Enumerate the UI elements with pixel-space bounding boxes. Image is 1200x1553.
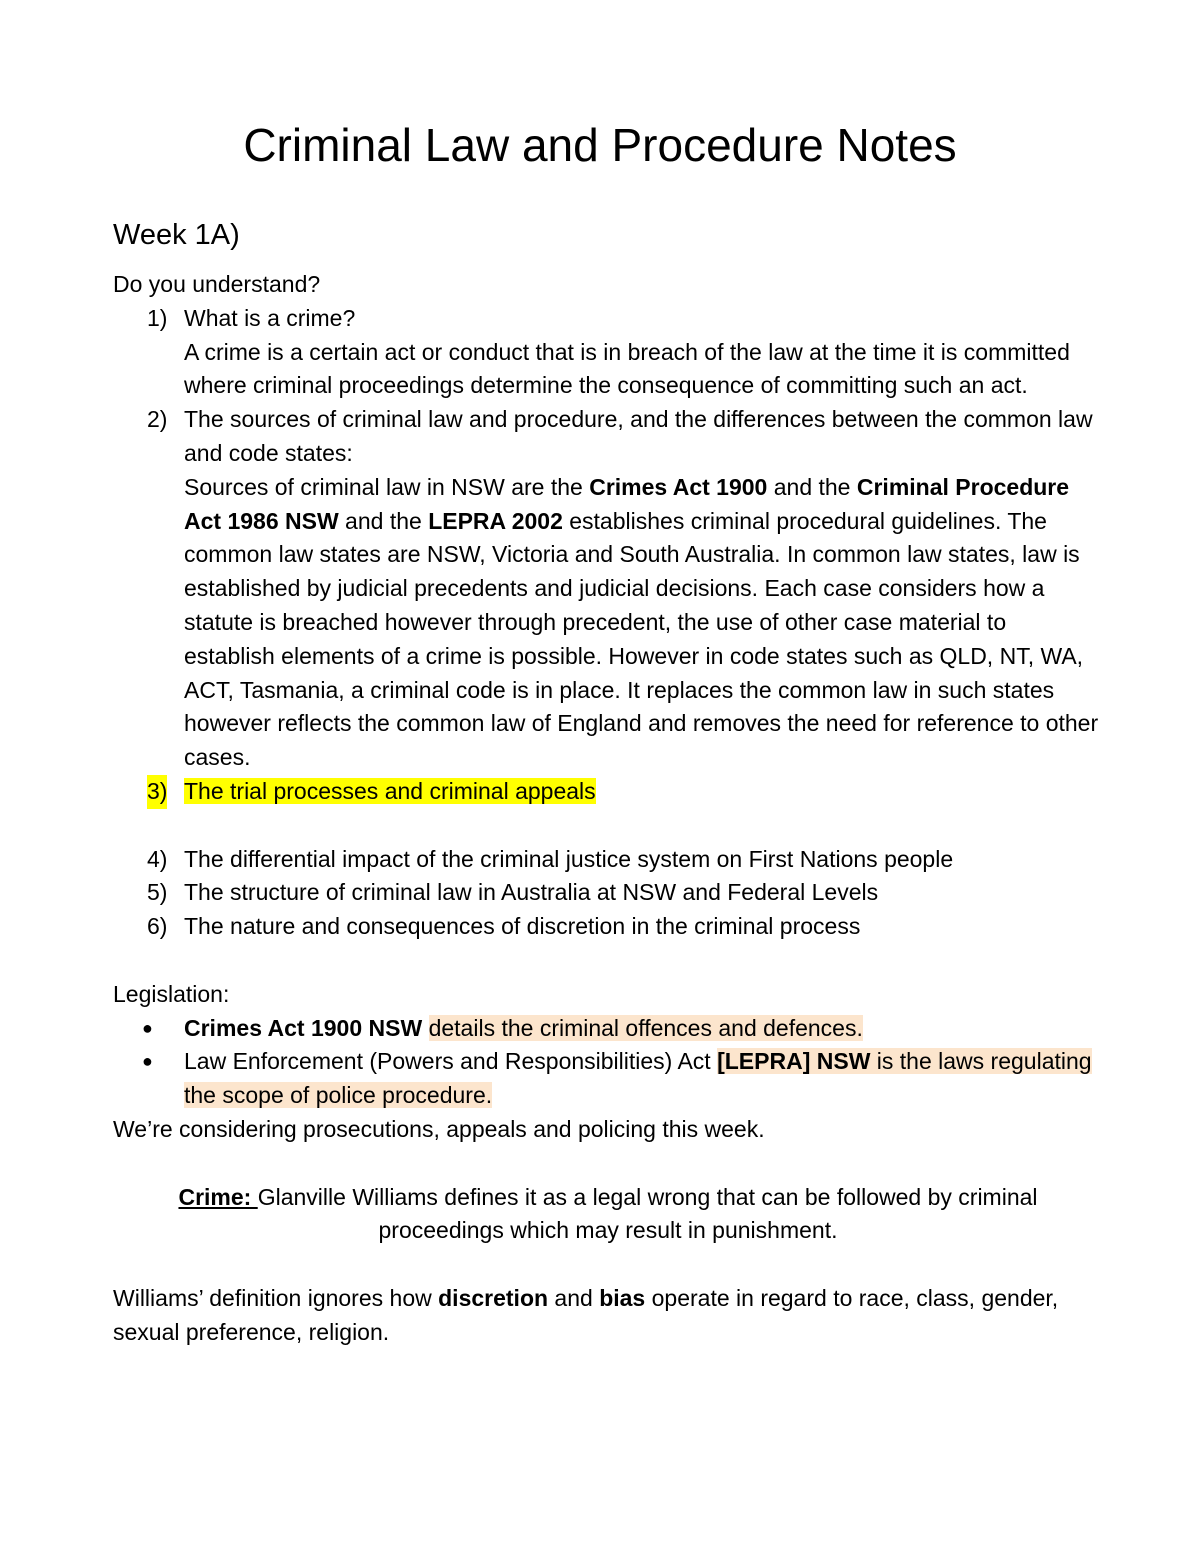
answer-segment: and the [767, 473, 857, 500]
legislation-heading: Legislation: [113, 980, 230, 1007]
intro-text: Do you understand? [113, 271, 321, 297]
legislation-item-1 [113, 1012, 1103, 1046]
week-heading: Week 1A) [113, 219, 240, 251]
question-item-1 [113, 302, 1103, 403]
question-item-4 [113, 843, 1103, 877]
document-title: Criminal Law and Procedure Notes [243, 119, 957, 171]
question-text: The structure of criminal law in Australia at NSW and Federal Levels [184, 879, 879, 906]
question-number: 2) [147, 406, 168, 433]
document-body [113, 268, 1103, 1350]
question-text: The trial processes and criminal appeals [184, 777, 596, 804]
question-item-2 [113, 403, 1103, 775]
williams-segment: operate in regard to race, class, gender, sexual preference, religion. [113, 1284, 1059, 1345]
question-text: The differential impact of the criminal justice system on First Nations people [184, 845, 954, 872]
williams-segment: Williams’ definition ignores how [113, 1284, 439, 1311]
answer-segment: Sources of criminal law in NSW are the [184, 473, 590, 500]
legislation-item-2 [113, 1045, 1103, 1113]
crime-definition-text: Glanville Williams defines it as a legal wrong that can be followed by criminal proceedings which may result in punishment. [257, 1183, 1038, 1244]
question-number: 6) [147, 913, 168, 940]
williams-segment: and [548, 1284, 600, 1311]
considering-text: We’re considering prosecutions, appeals and policing this week. [113, 1115, 765, 1142]
question-item-3 [113, 775, 1103, 809]
question-number: 1) [147, 304, 168, 331]
spacer [113, 809, 1103, 843]
question-number: 4) [147, 845, 168, 872]
question-text: What is a crime? [184, 304, 356, 331]
question-text: The nature and consequences of discretion in the criminal process [184, 913, 861, 940]
question-item-5 [113, 876, 1103, 910]
answer-bold-segment: LEPRA 2002 [428, 507, 563, 534]
question-text: The sources of criminal law and procedure, and the differences between the common law and code states: [184, 406, 1093, 466]
question-number: 3) [147, 775, 167, 809]
legislation-description: details the criminal offences and defences. [428, 1014, 863, 1041]
bullet-icon: ● [142, 1017, 153, 1038]
williams-bold-segment: bias [599, 1284, 646, 1311]
crime-definition [113, 1181, 1103, 1249]
legislation-act-name: Crimes Act 1900 NSW [184, 1014, 423, 1041]
answer-text: A crime is a certain act or conduct that is in breach of the law at the time it is committed where criminal proceedings determine the consequence of committing such an act. [184, 338, 1070, 399]
williams-bold-segment: discretion [438, 1284, 549, 1311]
spacer [113, 944, 1103, 978]
crime-label: Crime: [178, 1183, 258, 1210]
question-item-6 [113, 910, 1103, 944]
answer-bold-segment: Crimes Act 1900 [589, 473, 768, 500]
spacer [113, 1147, 1103, 1181]
answer-text [184, 471, 1103, 775]
question-number: 5) [147, 879, 168, 906]
answer-segment: and the [338, 507, 429, 534]
spacer [113, 1248, 1103, 1282]
questions-list [113, 302, 1103, 944]
answer-bold-segment: Criminal Procedure Act 1986 NSW [184, 473, 1070, 534]
answer-segment: establishes criminal procedural guidelines. The common law states are NSW, Victoria and South Australia. In common law states, law is established by judicial precedents and judicial decisions. Each case considers how a statute is breached however through precedent, the use of other case material to establish elements of a crime is possible. However in code states such as QLD, NT, WA, ACT, Tasmania, a criminal code is in place. It replaces the common law in such states however reflects the common law of England and removes the need for reference to other cases. [184, 507, 1099, 771]
legislation-act-name: Law Enforcement (Powers and Responsibilities) Act [184, 1048, 718, 1075]
legislation-description: is the laws regulating the scope of police procedure. [184, 1048, 1092, 1109]
bullet-icon: ● [142, 1051, 153, 1072]
legislation-list [113, 1012, 1103, 1113]
legislation-act-abbrev: [LEPRA] NSW [717, 1048, 871, 1075]
williams-paragraph [113, 1282, 1103, 1350]
